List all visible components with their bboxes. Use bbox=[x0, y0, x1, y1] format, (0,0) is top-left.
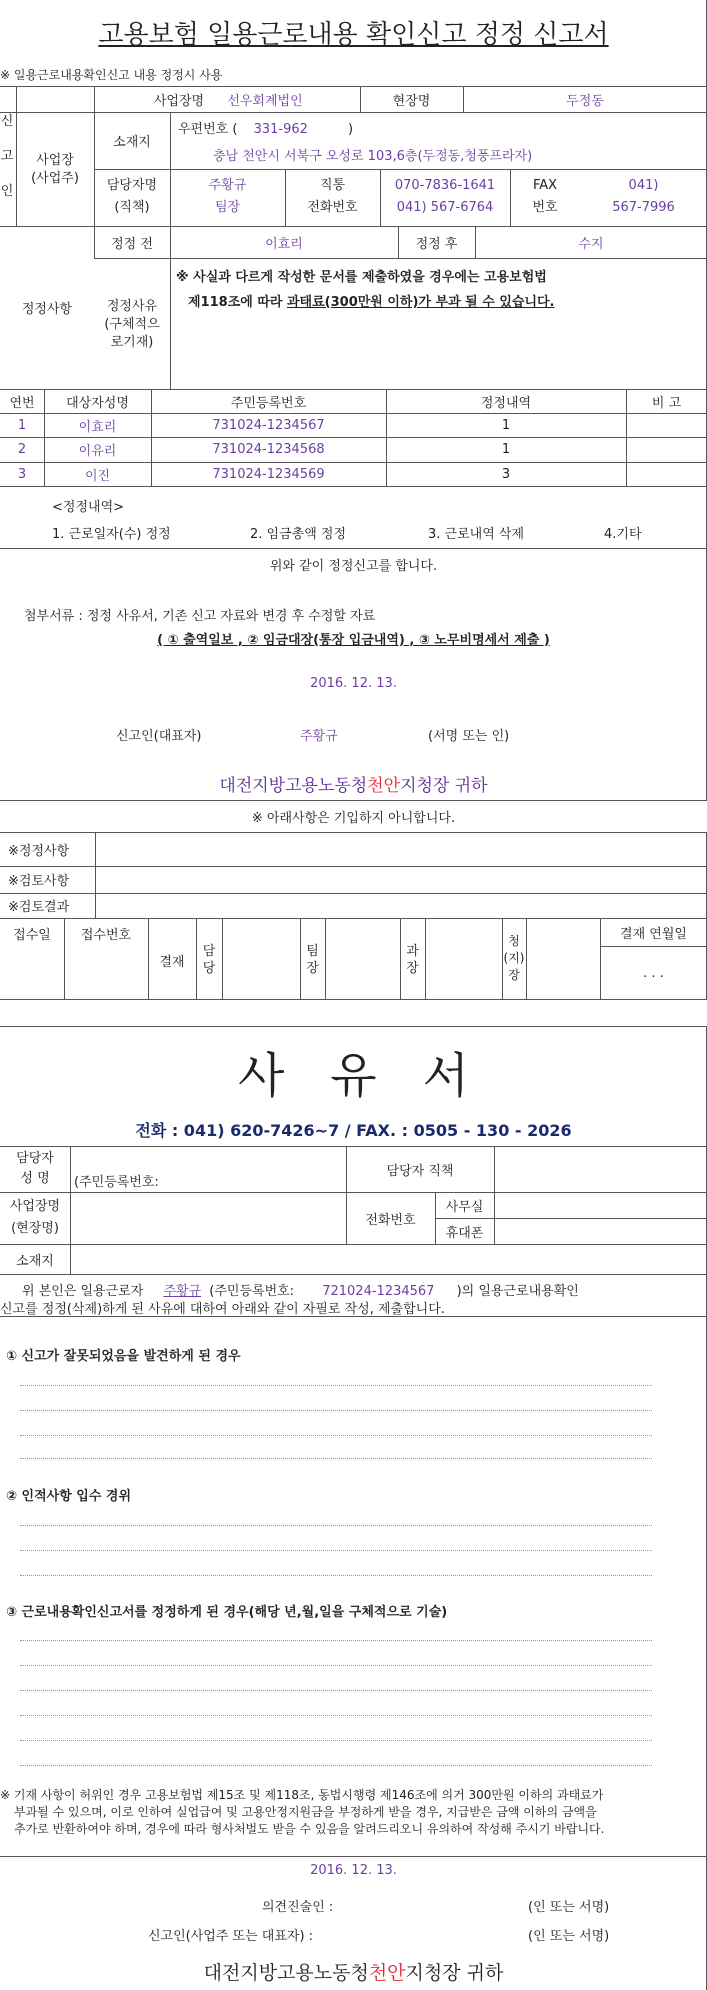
legend-item-3: 3. 근로내역 삭제 bbox=[428, 527, 525, 542]
opinion-label: 의견진술인 : bbox=[262, 1900, 334, 1915]
reporter-sign-2: (인 또는 서명) bbox=[528, 1929, 610, 1944]
form-usage-note: ※ 일용근로내용확인신고 내용 정정시 사용 bbox=[0, 68, 223, 82]
opinion-sign: (인 또는 서명) bbox=[528, 1900, 610, 1915]
person-label: 담당자 성 명 bbox=[16, 1151, 54, 1186]
fax-labels: FAX 번호 bbox=[532, 178, 558, 215]
office-phone-label: 사무실 bbox=[445, 1199, 484, 1215]
after-label: 정정 후 bbox=[415, 236, 458, 252]
reporter-label: 신고인(대표자) bbox=[116, 729, 202, 744]
section-2-heading: ② 인적사항 입수 경위 bbox=[6, 1489, 132, 1504]
receipt-date-label: 접수일 bbox=[13, 928, 51, 943]
office-use-note: ※ 아래사항은 기입하지 아니합니다. bbox=[251, 811, 456, 826]
site-name-label: 현장명 bbox=[392, 93, 431, 109]
contact-values: 주황규 팀장 bbox=[208, 178, 247, 215]
office-addressee: 대전지방고용노동청천안지청장 귀하 bbox=[219, 776, 488, 796]
approval-label: 결재 bbox=[159, 954, 185, 970]
col-header-name: 대상자성명 bbox=[66, 395, 129, 411]
approval-date-value: . . . bbox=[643, 965, 664, 981]
address-label-2: 소재지 bbox=[16, 1253, 54, 1269]
team-lead-label: 팀 장 bbox=[306, 944, 319, 976]
phone-label: 전화번호 bbox=[365, 1212, 416, 1228]
phone-labels: 직통 전화번호 bbox=[307, 178, 358, 215]
col-header-id: 주민등록번호 bbox=[230, 395, 307, 411]
director-label: 청 (지) 장 bbox=[503, 933, 525, 982]
office-addressee-2: 대전지방고용노동청천안지청장 귀하 bbox=[203, 1962, 504, 1984]
reporter-name: 주황규 bbox=[300, 729, 338, 744]
form2-date: 2016. 12. 13. bbox=[310, 1863, 397, 1878]
statement-line-2: 신고를 정정(삭제)하게 된 사유에 대하여 아래와 같이 자필로 작성, 제출합니다. bbox=[0, 1302, 445, 1317]
site-name-value: 두정동 bbox=[566, 93, 604, 109]
company-name-value: 선우회계법인 bbox=[227, 93, 303, 109]
section-3-heading: ③ 근로내용확인신고서를 정정하게 된 경우(해당 년,월,일을 구체적으로 기술) bbox=[6, 1605, 448, 1620]
col-header-no: 연번 bbox=[9, 395, 35, 411]
mobile-phone-label: 휴대폰 bbox=[445, 1225, 484, 1241]
before-label: 정정 전 bbox=[111, 236, 153, 252]
attachments-detail: ( ① 출역일보 , ② 임금대장(통장 입금내역) , ③ 노무비명세서 제출 ) bbox=[157, 633, 550, 648]
receipt-no-label: 접수번호 bbox=[80, 928, 132, 943]
workplace-label: 사업장 (사업주) bbox=[31, 153, 79, 186]
legal-footnote: ※ 기재 사항이 허위인 경우 고용보험법 제15조 및 제118조, 동법시행령 제146조에 의거 300만원 이하의 과태료가 부과될 수 있으며, 이로 인하여 실업급여 및 고용안정지원금을 부정하게 받을 경우, 지급받은 금액 이하의 금액을 추가로 반환하여야 하며, 경우에 따라 형사처벌도 받을 수 있음을 알려드리오니 유의하여 작성해 주시기 바랍니다. bbox=[0, 1788, 605, 1836]
legend-item-4: 4.기타 bbox=[604, 527, 642, 542]
person-id-label: (주민등록번호: bbox=[74, 1174, 159, 1190]
legend-title: <정정내역> bbox=[52, 500, 125, 515]
form-title: 고용보험 일용근로내용 확인신고 정정 신고서 bbox=[98, 20, 609, 50]
staff-label: 담 당 bbox=[202, 944, 216, 976]
office-row-result: ※검토결과 bbox=[8, 900, 70, 915]
statement-title: 사유서 bbox=[237, 1048, 516, 1104]
contact-labels: 담당자명 (직책) bbox=[106, 178, 158, 215]
site-label: 사업장명 (현장명) bbox=[9, 1199, 61, 1236]
address-label: 소재지 bbox=[113, 135, 151, 150]
statement-line-1: 위 본인은 일용근로자 주황규 (주민등록번호: 721024-1234567 )의 일용근로내용확인 bbox=[22, 1284, 579, 1299]
before-value: 이효리 bbox=[265, 236, 303, 252]
reporter-sign: (서명 또는 인) bbox=[428, 729, 510, 744]
correction-section-label: 정정사항 bbox=[21, 302, 73, 317]
legend-item-2: 2. 임금총액 정정 bbox=[250, 527, 347, 542]
company-name-label: 사업장명 bbox=[153, 93, 205, 109]
section-1-heading: ① 신고가 잘못되었음을 발견하게 된 경우 bbox=[6, 1349, 241, 1364]
form1-date: 2016. 12. 13. bbox=[310, 676, 397, 691]
attachments-text: 첨부서류 : 정정 사유서, 기존 신고 자료와 변경 후 수정할 자료 bbox=[24, 609, 376, 624]
penalty-warning: ※ 사실과 다르게 작성한 문서를 제출하였을 경우에는 고용보험법 제118조에 따라 과태료(300만원 이하)가 부과 될 수 있습니다. bbox=[176, 270, 555, 310]
phone-values: 070-7836-1641 041) 567-6764 bbox=[394, 178, 496, 215]
office-row-review: ※검토사항 bbox=[8, 874, 70, 889]
after-value: 수지 bbox=[578, 236, 604, 252]
reporter-side-label: 신 고 인 bbox=[0, 114, 14, 199]
fax-values: 041) 567-7996 bbox=[612, 178, 675, 215]
approval-date-label: 결재 연월일 bbox=[620, 926, 687, 942]
address-value: 충남 천안시 서북구 오성로 103,6층(두정동,청풍프라자) bbox=[213, 149, 533, 164]
postal-row: 우편번호 ( 331-962 ) bbox=[178, 122, 354, 137]
reporter-label-2: 신고인(사업주 또는 대표자) : bbox=[148, 1929, 314, 1944]
col-header-note: 비 고 bbox=[651, 395, 682, 411]
section-chief-label: 과 장 bbox=[406, 944, 419, 976]
contact-line: 전화 : 041) 620-7426~7 / FAX. : 0505 - 130 - 2026 bbox=[135, 1121, 572, 1140]
declaration-text: 위와 같이 정정신고를 합니다. bbox=[269, 559, 438, 574]
person-title-label: 담당자 직책 bbox=[386, 1163, 454, 1179]
reason-label: 정정사유 (구체적으 로기재) bbox=[104, 299, 160, 350]
office-row-correction: ※정정사항 bbox=[8, 843, 70, 859]
col-header-detail: 정정내역 bbox=[480, 395, 532, 411]
legend-item-1: 1. 근로일자(수) 정정 bbox=[52, 527, 171, 542]
